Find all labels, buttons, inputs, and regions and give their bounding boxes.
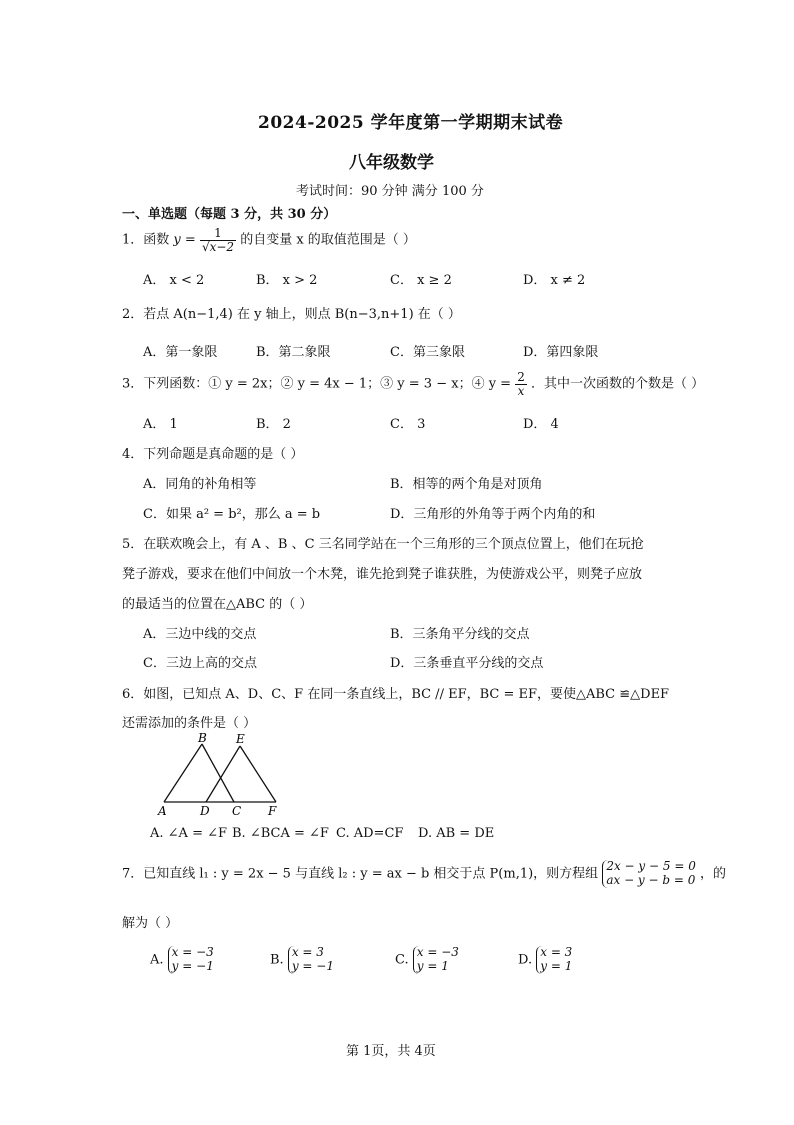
q6-option-d: D. AB = DE xyxy=(418,826,495,841)
page-footer: 第 1页，共 4页 xyxy=(346,1044,436,1059)
triangle-figure xyxy=(150,732,290,820)
q7-stem-line-2: 解为（ ） xyxy=(122,916,179,931)
q7-option-b-row-2: y = −1 xyxy=(291,958,334,973)
q1-stem-pre: 1．函数 xyxy=(122,232,170,248)
q7-option-d-row-1: x = 3 xyxy=(540,945,573,959)
q1-option-b: B． x > 2 xyxy=(256,273,318,288)
segment-ab xyxy=(164,744,202,802)
q1-func-lhs: y = xyxy=(173,232,196,248)
q7-option-b-system xyxy=(288,946,334,974)
segment-bc xyxy=(202,744,234,802)
q5-stem-line-1: 5．在联欢晚会上，有 A 、B 、C 三名同学站在一个三角形的三个顶点位置上，他们在玩抢 xyxy=(122,537,644,552)
q1-stem-post: 的自变量 x 的取值范围是（ ） xyxy=(240,232,416,248)
question-1-stem xyxy=(122,227,416,253)
q7-option-c-label: C. xyxy=(395,952,409,968)
q3-frac-num: 2 xyxy=(517,370,525,384)
q4-option-d: D．三角形的外角等于两个内角的和 xyxy=(390,507,596,522)
q6-option-a: A. ∠A = ∠F xyxy=(150,826,228,841)
section-heading: 一、单选题（每题 3 分，共 30 分） xyxy=(122,207,337,222)
q4-option-a: A．同角的补角相等 xyxy=(143,477,257,492)
q7-option-a-label: A. xyxy=(150,952,164,968)
q3-stem-post: ．其中一次函数的个数是（ ） xyxy=(531,376,705,392)
question-4-stem: 4．下列命题是真命题的是（ ） xyxy=(122,447,304,462)
q7-option-d-row-2: y = 1 xyxy=(540,958,573,973)
q7-system-row-1: 2x − y − 5 = 0 xyxy=(606,859,696,873)
label-f: F xyxy=(268,804,277,818)
q3-frac-den: x xyxy=(515,384,527,398)
q7-option-b-row-1: x = 3 xyxy=(291,945,324,959)
label-a: A xyxy=(158,804,167,818)
question-3-stem xyxy=(122,371,704,397)
label-c: C xyxy=(232,804,242,818)
q5-option-b: B．三条角平分线的交点 xyxy=(390,627,530,642)
q7-stem-pre: 7．已知直线 l₁ : y = 2x − 5 与直线 l₂ : y = ax − b 相交于点 P(m,1)，则方程组 xyxy=(122,866,599,882)
q1-fraction xyxy=(200,227,236,253)
q5-option-d: D．三条垂直平分线的交点 xyxy=(390,656,544,671)
q5-option-a: A．三边中线的交点 xyxy=(143,627,257,642)
q5-stem-line-2: 凳子游戏，要求在他们中间放一个木凳，谁先抢到凳子谁获胜，为使游戏公平，则凳子应放 xyxy=(122,567,643,582)
q6-stem-line-2: 还需添加的条件是（ ） xyxy=(122,716,257,731)
q7-system-row-2: ax − y − b = 0 xyxy=(606,872,696,887)
q3-option-b: B． 2 xyxy=(256,417,291,432)
q4-option-b: B．相等的两个角是对顶角 xyxy=(390,477,543,492)
q4-option-c: C．如果 a² = b²，那么 a = b xyxy=(143,507,321,522)
question-7-stem xyxy=(122,860,726,888)
q5-option-c: C．三边上高的交点 xyxy=(143,656,257,671)
q3-stem-pre: 3．下列函数：① y = 2x；② y = 4x − 1；③ y = 3 − x；④ y = xyxy=(122,376,512,392)
q1-option-a: A． x < 2 xyxy=(143,273,205,288)
q2-option-a: A．第一象限 xyxy=(143,345,218,360)
label-e: E xyxy=(236,732,245,746)
q1-option-c: C． x ≥ 2 xyxy=(390,273,452,288)
q7-option-b xyxy=(270,946,334,974)
q7-option-c xyxy=(395,946,459,974)
q2-option-d: D．第四象限 xyxy=(523,345,599,360)
label-d: D xyxy=(200,804,210,818)
q7-system xyxy=(602,860,696,888)
q7-option-c-system xyxy=(413,946,459,974)
q7-option-c-row-1: x = −3 xyxy=(416,945,459,959)
q7-option-d-system xyxy=(536,946,572,974)
q3-option-d: D． 4 xyxy=(523,417,559,432)
q7-option-a-row-1: x = −3 xyxy=(171,945,214,959)
q3-option-a: A． 1 xyxy=(143,417,178,432)
segment-ef xyxy=(240,746,276,802)
exam-info: 考试时间：90 分钟 满分 100 分 xyxy=(296,184,484,199)
segment-de xyxy=(206,746,240,802)
q7-option-a-row-2: y = −1 xyxy=(171,958,214,973)
q2-option-b: B．第二象限 xyxy=(256,345,331,360)
q6-option-b: B. ∠BCA = ∠F xyxy=(232,826,329,841)
q1-frac-den: √x−2 xyxy=(201,239,235,254)
page-title: 2024-2025 学年度第一学期期末试卷 xyxy=(258,113,564,133)
q7-option-a xyxy=(150,946,214,974)
q7-option-d-label: D. xyxy=(518,952,533,968)
q1-frac-num: 1 xyxy=(214,226,222,240)
q7-stem-post: ，的 xyxy=(699,866,726,882)
q1-option-d: D． x ≠ 2 xyxy=(523,273,586,288)
label-b: B xyxy=(198,732,207,745)
q7-option-d xyxy=(518,946,572,974)
q5-stem-line-3: 的最适当的位置在△ABC 的（ ） xyxy=(122,597,313,612)
q7-option-a-system xyxy=(168,946,214,974)
q3-fraction xyxy=(515,371,527,397)
q7-option-c-row-2: y = 1 xyxy=(416,958,449,973)
question-2-stem: 2．若点 A(n−1,4) 在 y 轴上，则点 B(n−3,n+1) 在（ ） xyxy=(122,307,461,322)
q7-option-b-label: B. xyxy=(270,952,284,968)
q6-stem-line-1: 6．如图，已知点 A、D、C、F 在同一条直线上，BC // EF，BC = EF，要使△ABC ≌△DEF xyxy=(122,687,670,702)
q6-option-c: C. AD=CF xyxy=(336,826,404,841)
q2-option-c: C．第三象限 xyxy=(390,345,465,360)
q3-option-c: C． 3 xyxy=(390,417,426,432)
page-subtitle: 八年级数学 xyxy=(349,153,434,173)
